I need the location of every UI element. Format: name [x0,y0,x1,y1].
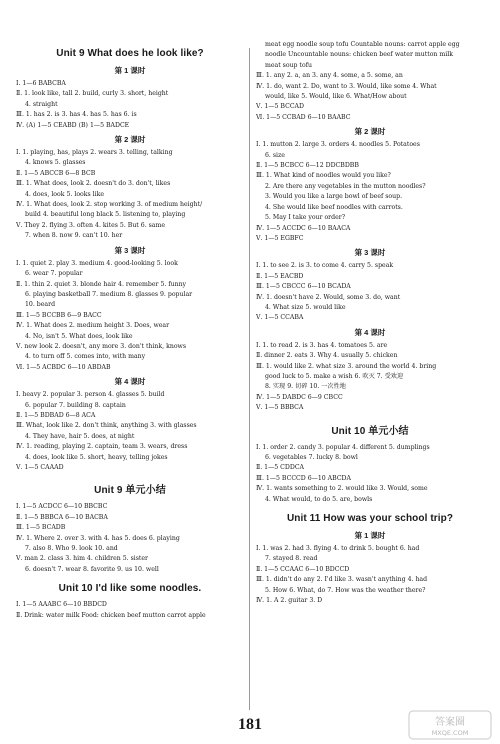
answer-line: Ⅴ. 1—5 EGBFC [256,234,304,242]
answer-line: Ⅳ. 1. do, want 2. Do, want to 3. Would, like some 4. What [256,82,437,90]
answer-line: Ⅴ. 1—5 BCCAD [256,103,304,111]
answer-line-continuation: 4. does, look like 5. short, heavy, telling jokes [25,453,168,461]
answer-line: Ⅳ. 1. doesn't have 2. Would, some 3. do, want [256,293,401,301]
answer-line: Ⅱ. 1—5 BDBAD 6—8 ACA [16,411,96,419]
answer-line: Ⅱ. dinner 2. eats 3. Why 4. usually 5. chicken [256,352,398,360]
answer-line: Ⅰ. 1. playing, has, plays 2. wears 3. telling, talking [16,149,173,157]
answer-line: Ⅰ. 1—5 AAABC 6—10 BBDCD [16,601,107,609]
answer-line-continuation: 6. vegetables 7. lucky 8. bowl [265,454,358,461]
answer-line: Ⅵ. 1—5 ACBDC 6—10 ABDAB [16,363,111,371]
unit-heading: Unit 10 单元小结 [331,425,409,437]
answer-line-continuation: noodle Uncountable nouns: chicken beef water mutton milk [265,51,453,59]
answer-line-continuation: 2. Are there any vegetables in the mutton noodles? [265,182,426,190]
answer-line: Ⅲ. What, look like 2. don't think, anything 3. with glasses [16,422,197,430]
lesson-heading: 第 3 课时 [354,248,386,258]
answer-line: Ⅱ. 1—5 ABCCB 6—8 BCB [16,169,96,177]
answer-line: Ⅱ. 1—5 EACBD [256,272,304,280]
answer-line: Ⅴ. 1—5 CCABA [256,314,304,322]
answer-line-continuation: 3. Would you like a large bowl of beef soup. [265,193,403,201]
answer-line: Ⅲ. 1. didn't do any 2. I'd like 3. wasn't anything 4. had [256,576,428,584]
left-column [16,40,244,621]
answer-line: Ⅱ. 1. look like, tall 2. build, curly 3. short, height [16,90,169,98]
answer-line-continuation: 4. She would like beef noodles with carrots. [265,203,403,211]
answer-line: Ⅲ. 1—5 BCCCD 6—10 ABCDA [256,474,351,482]
answer-line: Ⅰ. 1. to see 2. is 3. to come 4. carry 5. speak [256,262,394,270]
answer-line: Ⅲ. 1. would like 2. what size 3. around the world 4. bring [256,362,437,370]
answer-line: Ⅲ. 1. has 2. is 3. has 4. has 5. has 6. is [16,111,137,119]
answer-line: Ⅱ. Drink: water milk Food: chicken beef mutton carrot apple [16,611,206,619]
answer-line: Ⅰ. heavy 2. popular 3. person 4. glasses 5. build [16,391,165,399]
right-column [256,40,484,606]
answer-line-continuation: 6. playing basketball 7. medium 8. glasses 9. popular [25,290,193,298]
answer-line: Ⅳ. 1. wants something to 2. would like 3. Would, some [256,485,428,493]
answer-line: Ⅳ. 1. Where 2. over 3. with 4. has 5. does 6. playing [16,534,180,542]
answer-line-continuation: 8. 实现 9. 切碎 10. 一次性地 [265,383,346,391]
answer-line: Ⅳ. (A) 1—5 CEABD (B) 1—5 BADCE [16,121,130,129]
lesson-heading: 第 2 课时 [354,127,386,137]
answer-line: Ⅰ. 1. to read 2. is 3. has 4. tomatoes 5. are [256,341,388,349]
watermark-text: 答案圈 [435,717,465,728]
unit-heading: Unit 9 单元小结 [94,485,166,497]
answer-line: Ⅳ. 1—5 ACCDC 6—10 BAACA [256,224,351,232]
unit-heading: Unit 9 What does he look like? [56,48,204,59]
answer-line-continuation: 10. beard [25,301,56,309]
unit-heading: Unit 11 How was your school trip? [286,513,454,525]
lesson-heading: 第 1 课时 [114,66,146,75]
answer-line: Ⅲ. 1—5 BCCBB 6—9 BACC [16,311,102,319]
answer-line-continuation: would, like 5. Would, like 6. What/How about [265,93,407,101]
answer-line-continuation: 6. popular 7. building 8. captain [25,401,126,409]
column-divider [249,48,250,710]
answer-line: Ⅲ. 1—5 CBCCC 6—10 BCADA [256,283,351,291]
answer-line-continuation: 7. stayed 8. read [265,555,318,563]
answer-line-continuation: 7. also 8. Who 9. look 10. and [25,545,118,553]
answer-line-continuation: 4. straight [25,100,58,108]
answer-line-continuation: 6. size [265,151,285,159]
answer-line: Ⅱ. 1—5 BCBCC 6—12 DDCBDBB [256,162,359,170]
answer-line: Ⅰ. 1—6 BABCBA [16,80,66,87]
answer-line: Ⅳ. 1. What does 2. medium height 3. Does, wear [16,322,170,330]
answer-line: Ⅳ. 1. What does, look 2. stop working 3. of medium height/ [16,201,203,209]
lesson-heading: 第 1 课时 [354,531,386,541]
answer-line-continuation: 4. What size 5. would like [265,303,346,311]
page-number: 181 [238,716,262,733]
lesson-heading: 第 2 课时 [114,135,146,145]
answer-line: Ⅰ. 1. mutton 2. large 3. orders 4. noodles 5. Potatoes [256,141,420,149]
answer-line: Ⅰ. 1. order 2. candy 3. popular 4. different 5. dumplings [256,443,430,451]
answer-line: Ⅵ. 1—5 CCBAD 6—10 BAABC [256,113,351,121]
answer-line: Ⅳ. 1—5 DABDC 6—9 CBCC [256,393,343,401]
answer-line-continuation: meat egg noodle soup tofu Countable nouns: carrot apple egg [265,41,460,48]
answer-line-continuation: 4. knows 5. glasses [25,159,86,167]
answer-line-continuation: 5. How 6. What, do 7. How was the weather there? [265,586,426,594]
answer-line: Ⅳ. 1. reading, playing 2. captain, team 3. wears, dress [16,443,188,451]
answer-line-continuation: 4. No, isn't 5. What does, look like [25,332,133,340]
answer-line: Ⅴ. man 2. class 3. him 4. children 5. sister [16,555,149,563]
answer-line-continuation: meat soup tofu [265,61,312,69]
answer-line-continuation: 4. They have, hair 5. does, at night [25,432,135,440]
answer-line: Ⅱ. 1—5 CDDCA [256,464,305,472]
answer-line: Ⅲ. 1. What kind of noodles would you like? [256,172,391,180]
answer-line-continuation: 7. when 8. now 9. can't 10. her [25,232,123,240]
watermark-url: MXQE.COM [431,729,469,737]
lesson-heading: 第 3 课时 [114,245,146,255]
answer-line: Ⅱ. 1—5 BBBCA 6—10 BACBA [16,513,108,521]
answer-line: Ⅱ. 1—5 CCAAC 6—10 BDCCD [256,565,350,573]
answer-line: Ⅰ. 1—5 ACDCC 6—10 BBCBC [16,503,108,511]
answer-line: Ⅲ. 1. What does, look 2. doesn't do 3. don't, likes [16,180,171,188]
watermark-logo [408,710,492,740]
unit-heading: Unit 10 I'd like some noodles. [58,583,202,595]
answer-line-continuation: good luck to 5. make a wish 6. 吹灭 7. 受欢迎 [265,372,404,380]
answer-line: Ⅴ. 1—5 BBBCA [256,404,304,412]
answer-line: Ⅴ. They 2. flying 3. often 4. kites 5. But 6. same [16,221,166,229]
answer-line: Ⅱ. 1. thin 2. quiet 3. blonde hair 4. remember 5. funny [16,280,187,288]
answer-line-continuation: 4. What would, to do 5. are, bowls [265,495,373,503]
answer-line: Ⅰ. 1. quiet 2. play 3. medium 4. good-looking 5. look [16,259,178,267]
answer-line-continuation: 4. does, look 5. looks like [25,190,105,198]
lesson-heading: 第 4 课时 [354,327,386,337]
answer-line: Ⅲ. 1—5 BCADB [16,524,66,532]
answer-line: Ⅴ. 1—5 CAAAD [16,464,64,471]
answer-line: Ⅴ. new look 2. doesn't, any more 3. don't think, knows [16,342,187,350]
answer-line-continuation: 4. to turn off 5. comes into, with many [25,353,146,361]
lesson-heading: 第 4 课时 [114,377,146,387]
answer-line: Ⅰ. 1. was 2. had 3. flying 4. to drink 5. bought 6. had [256,545,420,553]
answer-line-continuation: build 4. beautiful long black 5. listening to, playing [25,211,186,219]
answer-line: Ⅳ. 1. A 2. guitar 3. D [256,597,323,605]
answer-line: Ⅲ. 1. any 2. a, an 3. any 4. some, a 5. some, an [256,72,403,80]
answer-line-continuation: 6. wear 7. popular [25,270,83,278]
answer-line-continuation: 6. doesn't 7. wear 8. favorite 9. us 10. well [25,565,159,573]
answer-line-continuation: 5. May I take your order? [265,214,346,222]
